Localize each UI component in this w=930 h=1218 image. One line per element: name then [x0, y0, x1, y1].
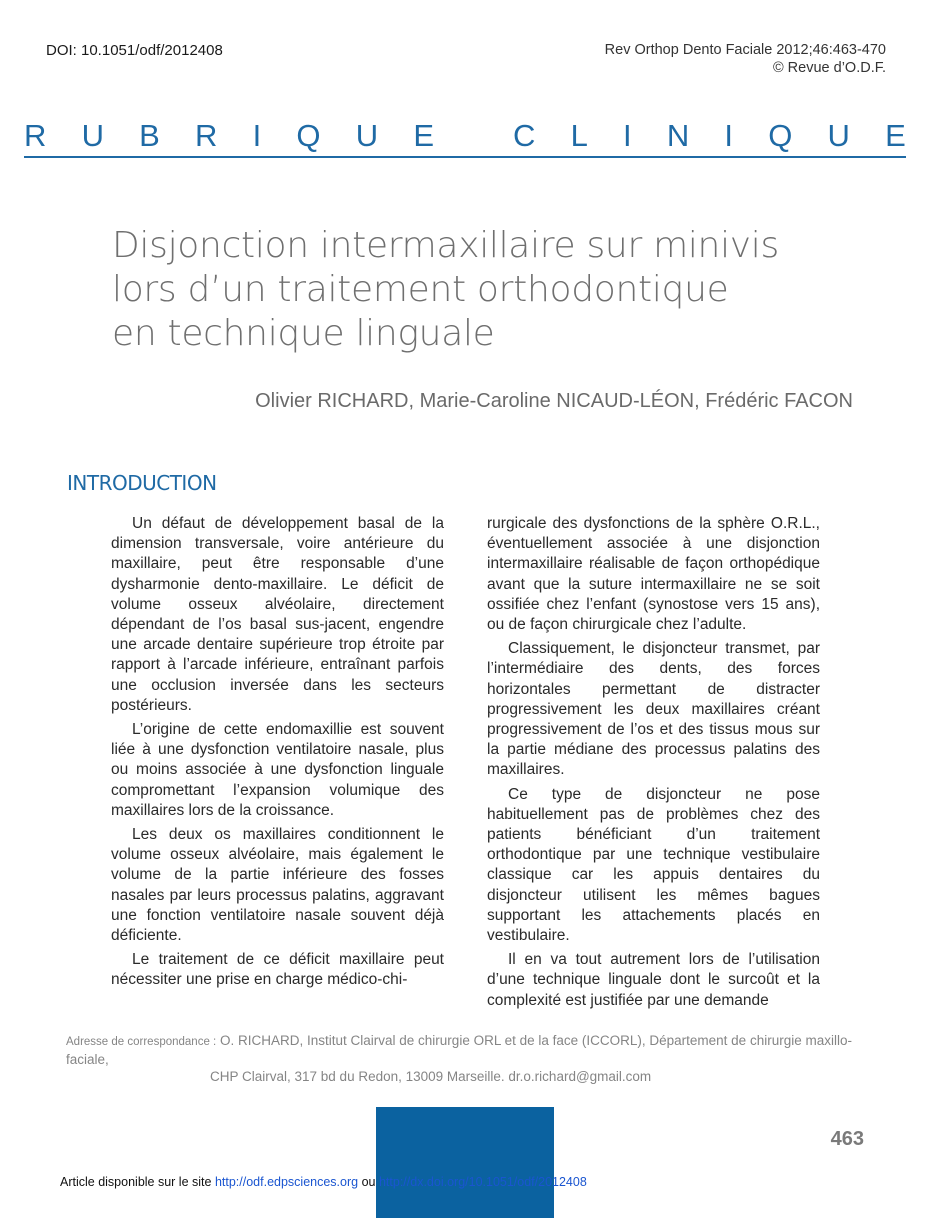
- correspondence-line-2: CHP Clairval, 317 bd du Redon, 13009 Marseille. dr.o.richard@gmail.com: [210, 1069, 652, 1084]
- paragraph: Un défaut de développement basal de la dimension transversale, voire antérieure du maxillaire, peut être responsable d’une dysharmonie dento-maxillaire. Le déficit de volume osseux alvéolaire, directement dépendant de l’os basal sus-jacent, engendre une arcade dentaire supérieure trop étroite par rapport à l’arcade inférieure, entraînant parfois une occlusion inversée dans les secteurs postérieurs.: [111, 515, 444, 714]
- paragraph: Les deux os maxillaires conditionnent le volume osseux alvéolaire, mais également le volume de la partie inférieure des fosses nasales par leurs processus palatins, aggravant une fonction ventilatoire nasale souvent déjà déficiente.: [111, 826, 444, 945]
- title-line-3: en technique linguale: [112, 313, 495, 354]
- article-title: [112, 224, 832, 356]
- body-column-left: [111, 514, 444, 995]
- rubrique-letter: R: [195, 118, 218, 153]
- rubrique-letter: E: [885, 118, 906, 153]
- rubrique-letter: C: [513, 118, 536, 153]
- rubrique-letter: U: [827, 118, 850, 153]
- doi-link[interactable]: http://dx.doi.org/10.1051/odf/2012408: [378, 1175, 587, 1189]
- availability-line: [60, 1175, 587, 1189]
- doi-text: DOI: 10.1051/odf/2012408: [46, 42, 223, 59]
- rubrique-letter: I: [623, 118, 632, 153]
- rubrique-banner: [24, 118, 906, 158]
- paragraph-continuation: rurgicale des dysfonctions de la sphère O.R.L., éventuellement associée à une disjonction intermaxillaire réalisable de façon orthopédique avant que la suture intermaxillaire ne se soit ossifiée chez l’enfant (synostose vers 15 ans), ou de façon chirurgicale chez l’adulte.: [487, 515, 820, 634]
- body-column-right: [487, 514, 820, 1015]
- rubrique-letter: Q: [768, 118, 793, 153]
- rubrique-letter: E: [413, 118, 434, 153]
- rubrique-label: [24, 118, 906, 154]
- rubrique-letter: I: [252, 118, 262, 153]
- title-line-2: lors d’un traitement orthodontique: [112, 269, 729, 310]
- paragraph: Classiquement, le disjoncteur transmet, par l’intermédiaire des dents, des forces horizontales permettant de distracter progressivement les deux maxillaires créant progressivement de l’os et des tissus mous sur la partie médiane des processus palatins des maxillaires.: [487, 640, 820, 779]
- paragraph: L’origine de cette endomaxillie est souvent liée à une dysfonction ventilatoire nasale, plus ou moins associée à une dysfonction linguale compromettant l’expansion volumique des maxillaires lors de la croissance.: [111, 721, 444, 819]
- section-heading-introduction: INTRODUCTION: [67, 471, 217, 495]
- rubrique-letter: R: [24, 118, 47, 153]
- paragraph: Ce type de disjoncteur ne pose habituellement pas de problèmes chez des patients bénéficiant d’un traitement orthodontique par une technique vestibulaire classique car les appuis dentaires du disjoncteur utilisent les mêmes bagues supportant les attachements placés en vestibulaire.: [487, 785, 820, 945]
- journal-line-2: © Revue d’O.D.F.: [772, 60, 886, 76]
- rubrique-letter: I: [724, 118, 734, 153]
- correspondence-line-1: O. RICHARD, Institut Clairval de chirurgie ORL et de la face (ICCORL), Département de chirurgie maxillo-faciale,: [66, 1033, 852, 1067]
- journal-line-1: Rev Orthop Dento Faciale 2012;46:463-470: [604, 42, 886, 58]
- availability-prefix: Article disponible sur le site: [60, 1175, 212, 1189]
- page-number: 463: [830, 1128, 864, 1150]
- rubrique-letter: N: [666, 118, 690, 153]
- correspondence-label: Adresse de correspondance :: [66, 1036, 217, 1048]
- paragraph: Le traitement de ce déficit maxillaire peut nécessiter une prise en charge médico-chi-: [111, 951, 444, 989]
- site-link[interactable]: http://odf.edpsciences.org: [214, 1175, 359, 1189]
- journal-citation: [605, 41, 886, 77]
- rubrique-letter: L: [570, 118, 588, 153]
- rubrique-letter: U: [355, 118, 379, 153]
- or-text: ou: [361, 1175, 376, 1189]
- rubrique-letter: U: [81, 118, 104, 153]
- paragraph: Il en va tout autrement lors de l’utilisation d’une technique linguale dont le surcoût et la complexité est justifiée par une demande: [487, 951, 820, 1009]
- rubrique-letter: [469, 118, 478, 154]
- rubrique-letter: Q: [296, 118, 321, 153]
- footer-color-block: [376, 1107, 554, 1218]
- rubrique-letter: B: [139, 118, 160, 153]
- title-line-1: Disjonction intermaxillaire sur minivis: [112, 225, 779, 266]
- authors: Olivier RICHARD, Marie-Caroline NICAUD-LÉON, Frédéric FACON: [255, 390, 853, 412]
- correspondence-address: [66, 1032, 866, 1085]
